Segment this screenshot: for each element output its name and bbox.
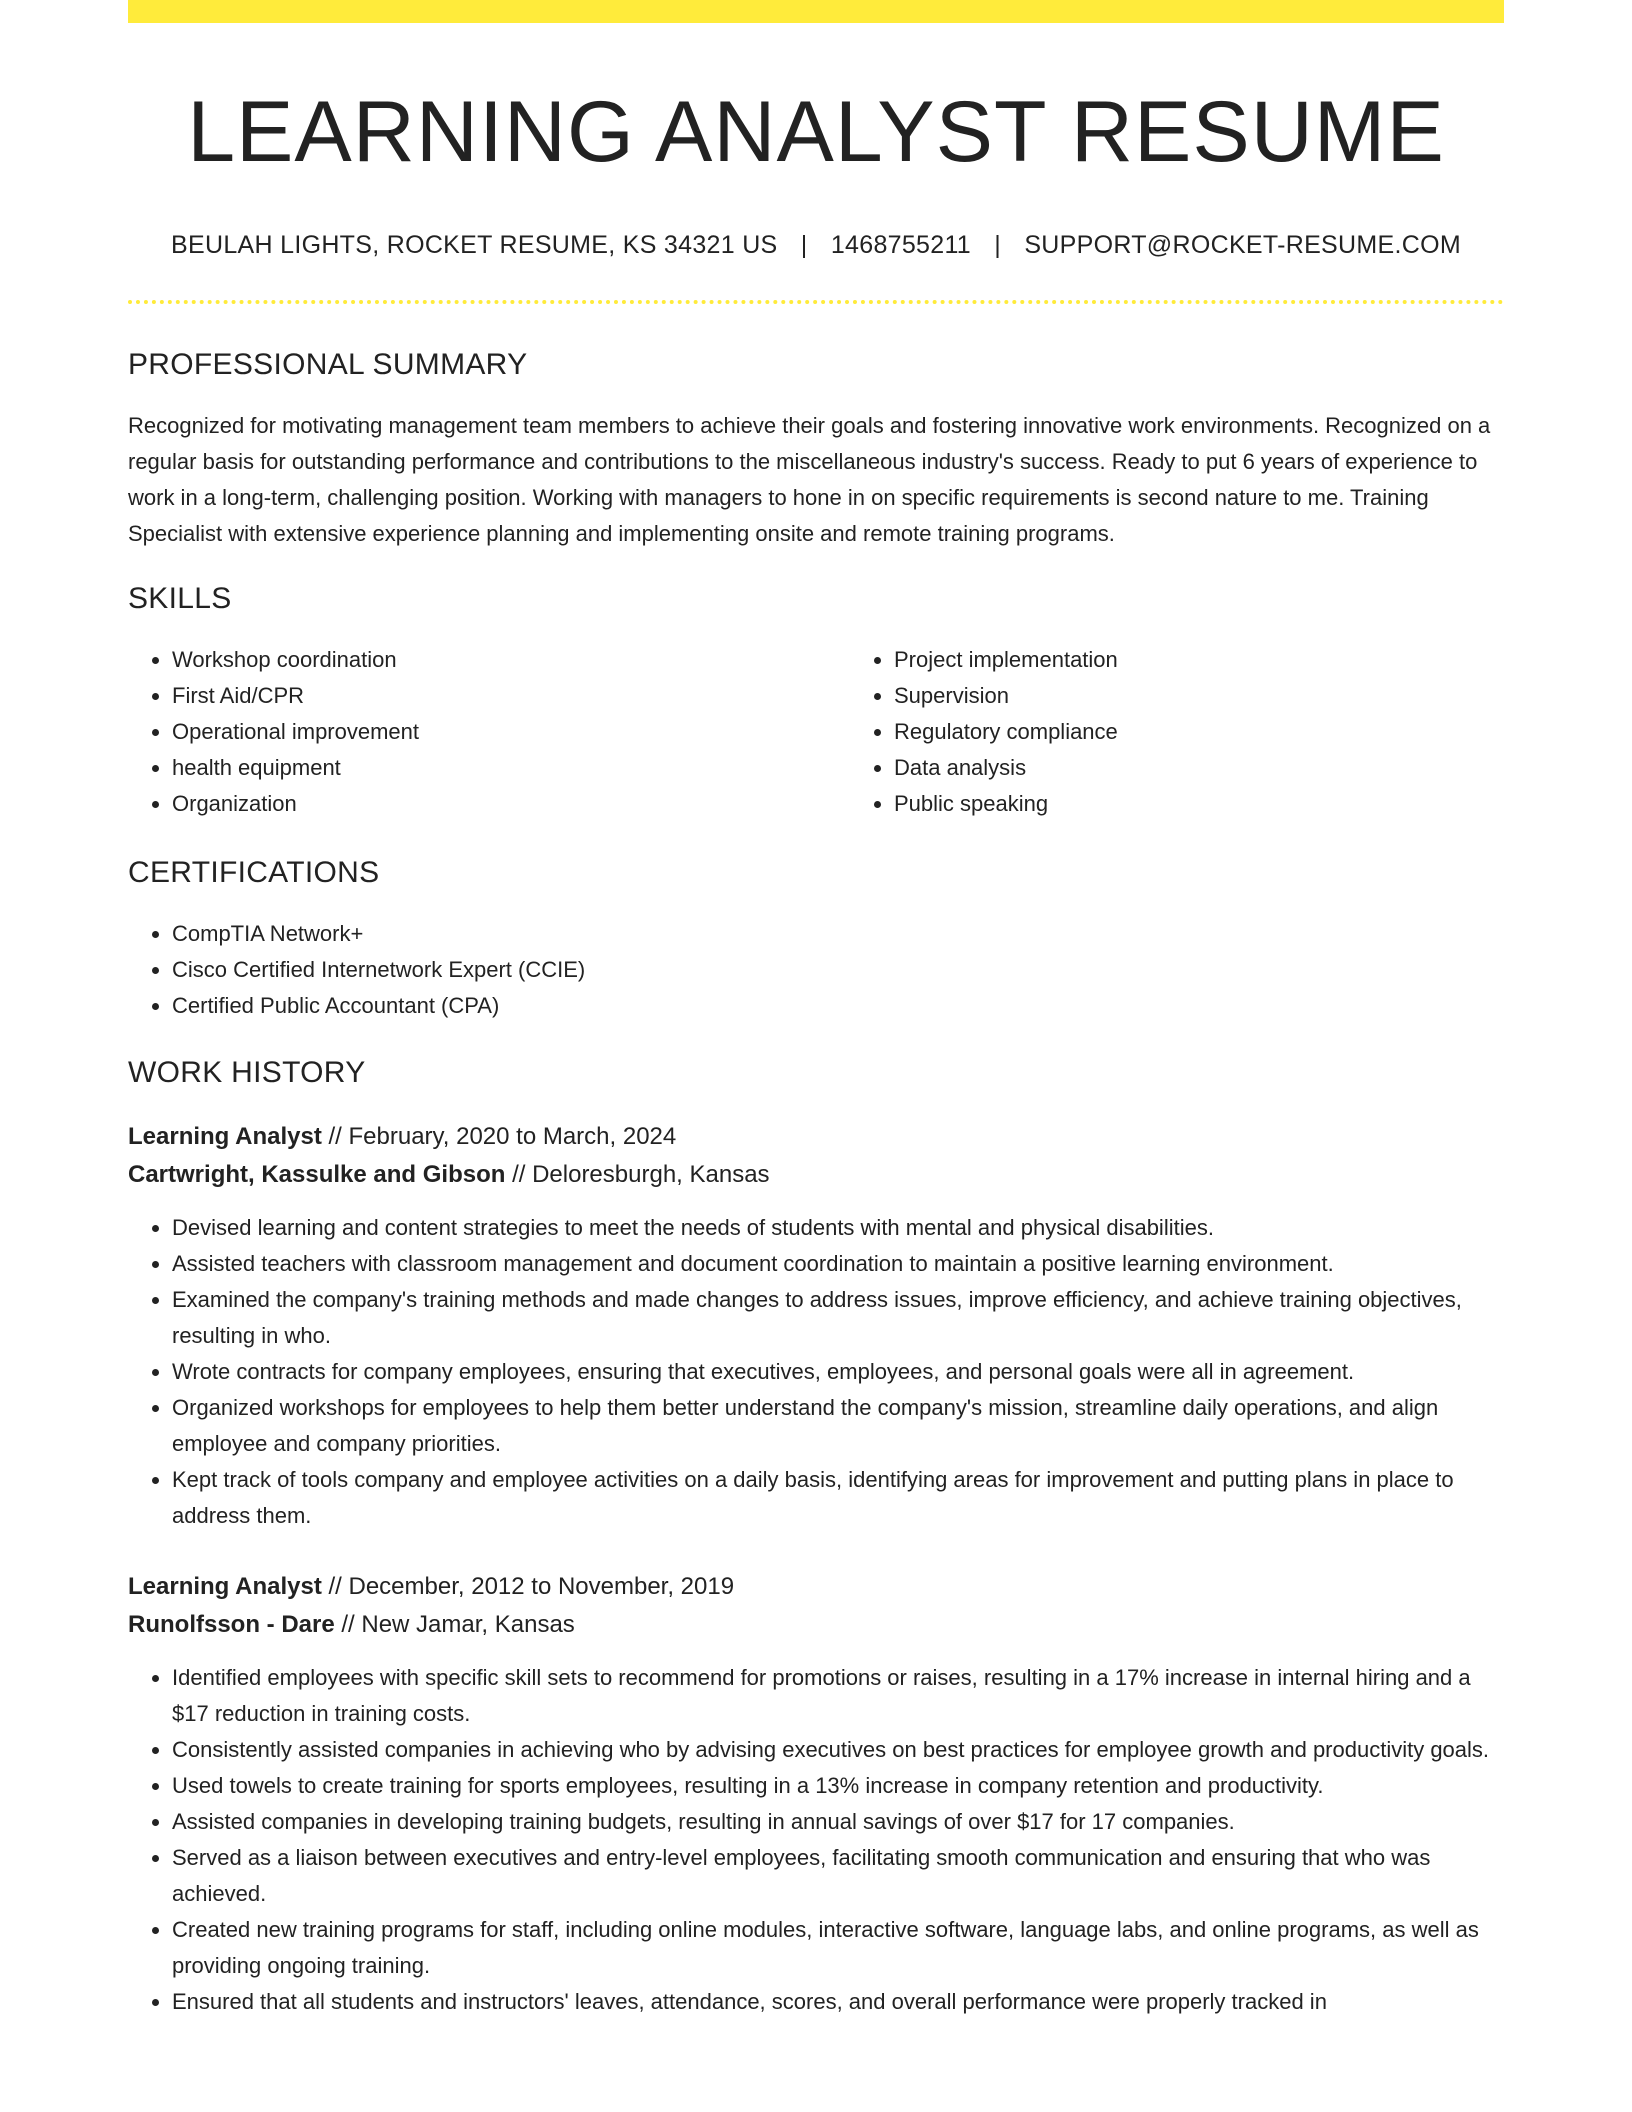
contact-email: SUPPORT@ROCKET-RESUME.COM: [1024, 230, 1461, 259]
job-bullet: • Served as a liaison between executives and entry-level employees, facilitating smooth communication and ensuring that who was achieved.: [172, 1840, 1504, 1912]
job-title: Learning Analyst: [128, 1572, 322, 1600]
contact-separator: |: [994, 230, 1002, 259]
skill-item: • health equipment: [172, 750, 850, 786]
job-bullet: • Identified employees with specific skill sets to recommend for promotions or raises, resulting in a 17% increase in internal hiring and a $17 reduction in training costs.: [172, 1660, 1504, 1732]
certifications-heading: CERTIFICATIONS: [128, 855, 380, 889]
accent-bar: [128, 0, 1504, 23]
job-company-line: [128, 1156, 1504, 1194]
job-bullet: • Assisted companies in developing training budgets, resulting in annual savings of over $17 for 17 companies.: [172, 1804, 1504, 1840]
certifications-list: [128, 916, 1504, 1024]
certification-item: • Certified Public Accountant (CPA): [172, 988, 1504, 1024]
job-company: Cartwright, Kassulke and Gibson: [128, 1160, 506, 1188]
skills-heading: SKILLS: [128, 581, 232, 615]
job-bullet: • Devised learning and content strategies to meet the needs of students with mental and physical disabilities.: [172, 1210, 1504, 1246]
job-bullet: • Used towels to create training for sports employees, resulting in a 13% increase in company retention and productivity.: [172, 1768, 1504, 1804]
skill-item: • Supervision: [894, 678, 1572, 714]
job-location: // Deloresburgh, Kansas: [512, 1160, 770, 1188]
job-dates: // December, 2012 to November, 2019: [328, 1572, 735, 1600]
job-bullet: • Assisted teachers with classroom management and document coordination to maintain a positive learning environment.: [172, 1246, 1504, 1282]
skill-item: • Workshop coordination: [172, 642, 850, 678]
resume-title: LEARNING ANALYST RESUME: [187, 84, 1445, 180]
job-title-line: [128, 1568, 1504, 1606]
skill-item: • Project implementation: [894, 642, 1572, 678]
skill-item: • Public speaking: [894, 786, 1572, 822]
resume-page: [128, 0, 1504, 2020]
work-history-heading: WORK HISTORY: [128, 1055, 366, 1089]
skill-item: • Regulatory compliance: [894, 714, 1572, 750]
job-bullet: • Ensured that all students and instructors' leaves, attendance, scores, and overall performance were properly tracked in: [172, 1984, 1504, 2020]
job-location: // New Jamar, Kansas: [341, 1610, 575, 1638]
skills-right-list: [850, 642, 1572, 822]
skill-item: • First Aid/CPR: [172, 678, 850, 714]
skills-left-list: [128, 642, 850, 822]
job-bullets: [128, 1210, 1504, 1534]
job-bullet: • Wrote contracts for company employees, ensuring that executives, employees, and personal goals were all in agreement.: [172, 1354, 1504, 1390]
job-bullet: • Consistently assisted companies in achieving who by advising executives on best practices for employee growth and productivity goals.: [172, 1732, 1504, 1768]
certification-item: • Cisco Certified Internetwork Expert (CCIE): [172, 952, 1504, 988]
job-entry: [128, 1118, 1504, 1534]
contact-separator: |: [800, 230, 808, 259]
contact-address: BEULAH LIGHTS, ROCKET RESUME, KS 34321 US: [171, 230, 778, 259]
job-bullet: • Kept track of tools company and employee activities on a daily basis, identifying areas for improvement and putting plans in place to address them.: [172, 1462, 1504, 1534]
job-title: Learning Analyst: [128, 1122, 322, 1150]
job-entry: [128, 1568, 1504, 2020]
skill-item: • Operational improvement: [172, 714, 850, 750]
summary-text: Recognized for motivating management team members to achieve their goals and fostering innovative work environments. Recognized on a regular basis for outstanding performance and contributions to the miscellaneous industry's success. Ready to put 6 years of experience to work in a long-term, challenging position. Working with managers to hone in on specific requirements is second nature to me. Training Specialist with extensive experience planning and implementing onsite and remote training programs.: [128, 412, 1491, 546]
skill-item: • Organization: [172, 786, 850, 822]
summary-heading: PROFESSIONAL SUMMARY: [128, 347, 528, 381]
job-bullet: • Organized workshops for employees to help them better understand the company's mission, streamline daily operations, and align employee and company priorities.: [172, 1390, 1504, 1462]
certification-item: • CompTIA Network+: [172, 916, 1504, 952]
job-bullets: [128, 1660, 1504, 2020]
section-divider: [128, 300, 1504, 304]
job-bullet: • Examined the company's training methods and made changes to address issues, improve efficiency, and achieve training objectives, resulting in who.: [172, 1282, 1504, 1354]
skills-columns: [128, 642, 1504, 822]
contact-line: [128, 231, 1504, 260]
job-company: Runolfsson - Dare: [128, 1610, 335, 1638]
job-dates: // February, 2020 to March, 2024: [328, 1122, 677, 1150]
job-bullet: • Created new training programs for staff, including online modules, interactive software, language labs, and online programs, as well as providing ongoing training.: [172, 1912, 1504, 1984]
contact-phone: 1468755211: [830, 230, 972, 259]
job-title-line: [128, 1118, 1504, 1156]
skill-item: • Data analysis: [894, 750, 1572, 786]
job-company-line: [128, 1606, 1504, 1644]
